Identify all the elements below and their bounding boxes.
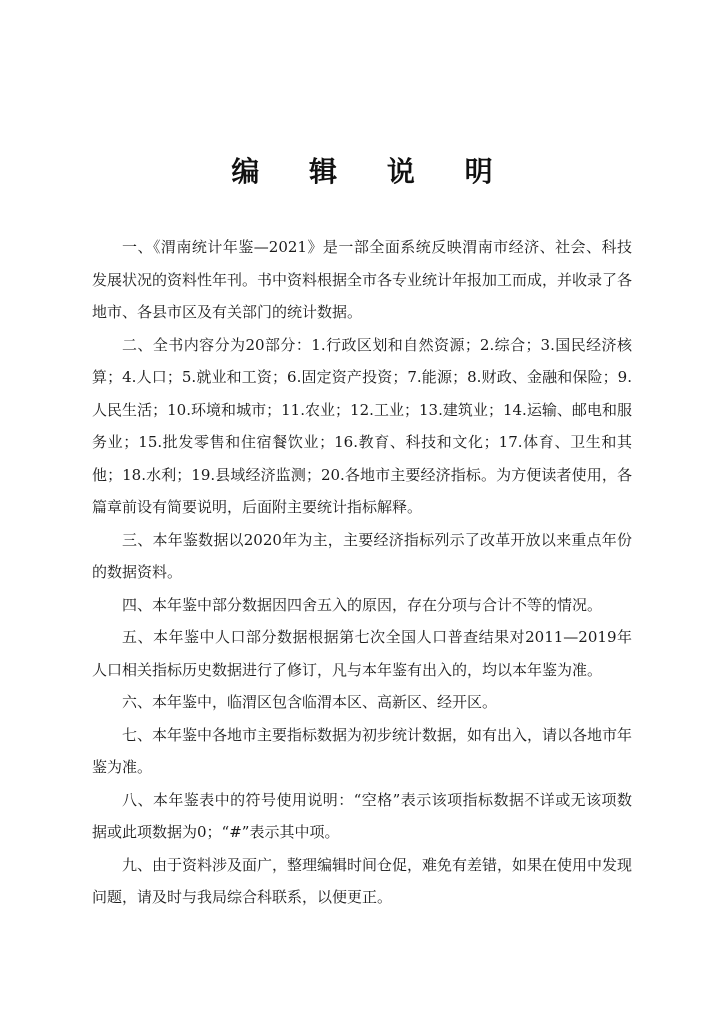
- paragraph-7: 七、本年鉴中各地市主要指标数据为初步统计数据，如有出入，请以各地市年鉴为准。: [92, 725, 633, 776]
- paragraph-9: 九、由于资料涉及面广，整理编辑时间仓促，难免有差错，如果在使用中发现问题，请及时与我局综合科联系，以便更正。: [92, 855, 633, 906]
- paragraph-1: 一、《渭南统计年鉴—2021》是一部全面系统反映渭南市经济、社会、科技发展状况的资料性年刊。书中资料根据全市各专业统计年报加工而成，并收录了各地市、各县市区及有关部门的统计数据。: [92, 238, 633, 321]
- paragraph-3: 三、本年鉴数据以2020年为主，主要经济指标列示了改革开放以来重点年份的数据资料。: [92, 530, 632, 581]
- document-body: [92, 231, 632, 914]
- paragraph-2: 二、全书内容分为20部分：1.行政区划和自然资源；2.综合；3.国民经济核算；4.人口；5.就业和工资；6.固定资产投资；7.能源；8.财政、金融和保险；9.人民生活；10.环境和城市；11.农业；12.工业；13.建筑业；14.运输、邮电和服务业；15.批发零售和住宿餐饮业；16.教育、科技和文化；17.体育、卫生和其他；18.水利；19.县域经济监测；20.各地市主要经济指标。为方便读者使用，各篇章前设有简要说明，后面附主要统计指标解释。: [92, 335, 632, 516]
- page-title: 编 辑 说 明: [231, 155, 513, 188]
- paragraph-4: 四、本年鉴中部分数据因四舍五入的原因，存在分项与合计不等的情况。: [122, 595, 603, 614]
- paragraph-5: 五、本年鉴中人口部分数据根据第七次全国人口普查结果对2011—2019年人口相关指标历史数据进行了修订，凡与本年鉴有出入的，均以本年鉴为准。: [92, 628, 632, 679]
- paragraph-8: 八、本年鉴表中的符号使用说明：“空格”表示该项指标数据不详或无该项数据或此项数据为0；“#”表示其中项。: [92, 790, 632, 841]
- paragraph-6: 六、本年鉴中，临渭区包含临渭本区、高新区、经开区。: [122, 693, 498, 711]
